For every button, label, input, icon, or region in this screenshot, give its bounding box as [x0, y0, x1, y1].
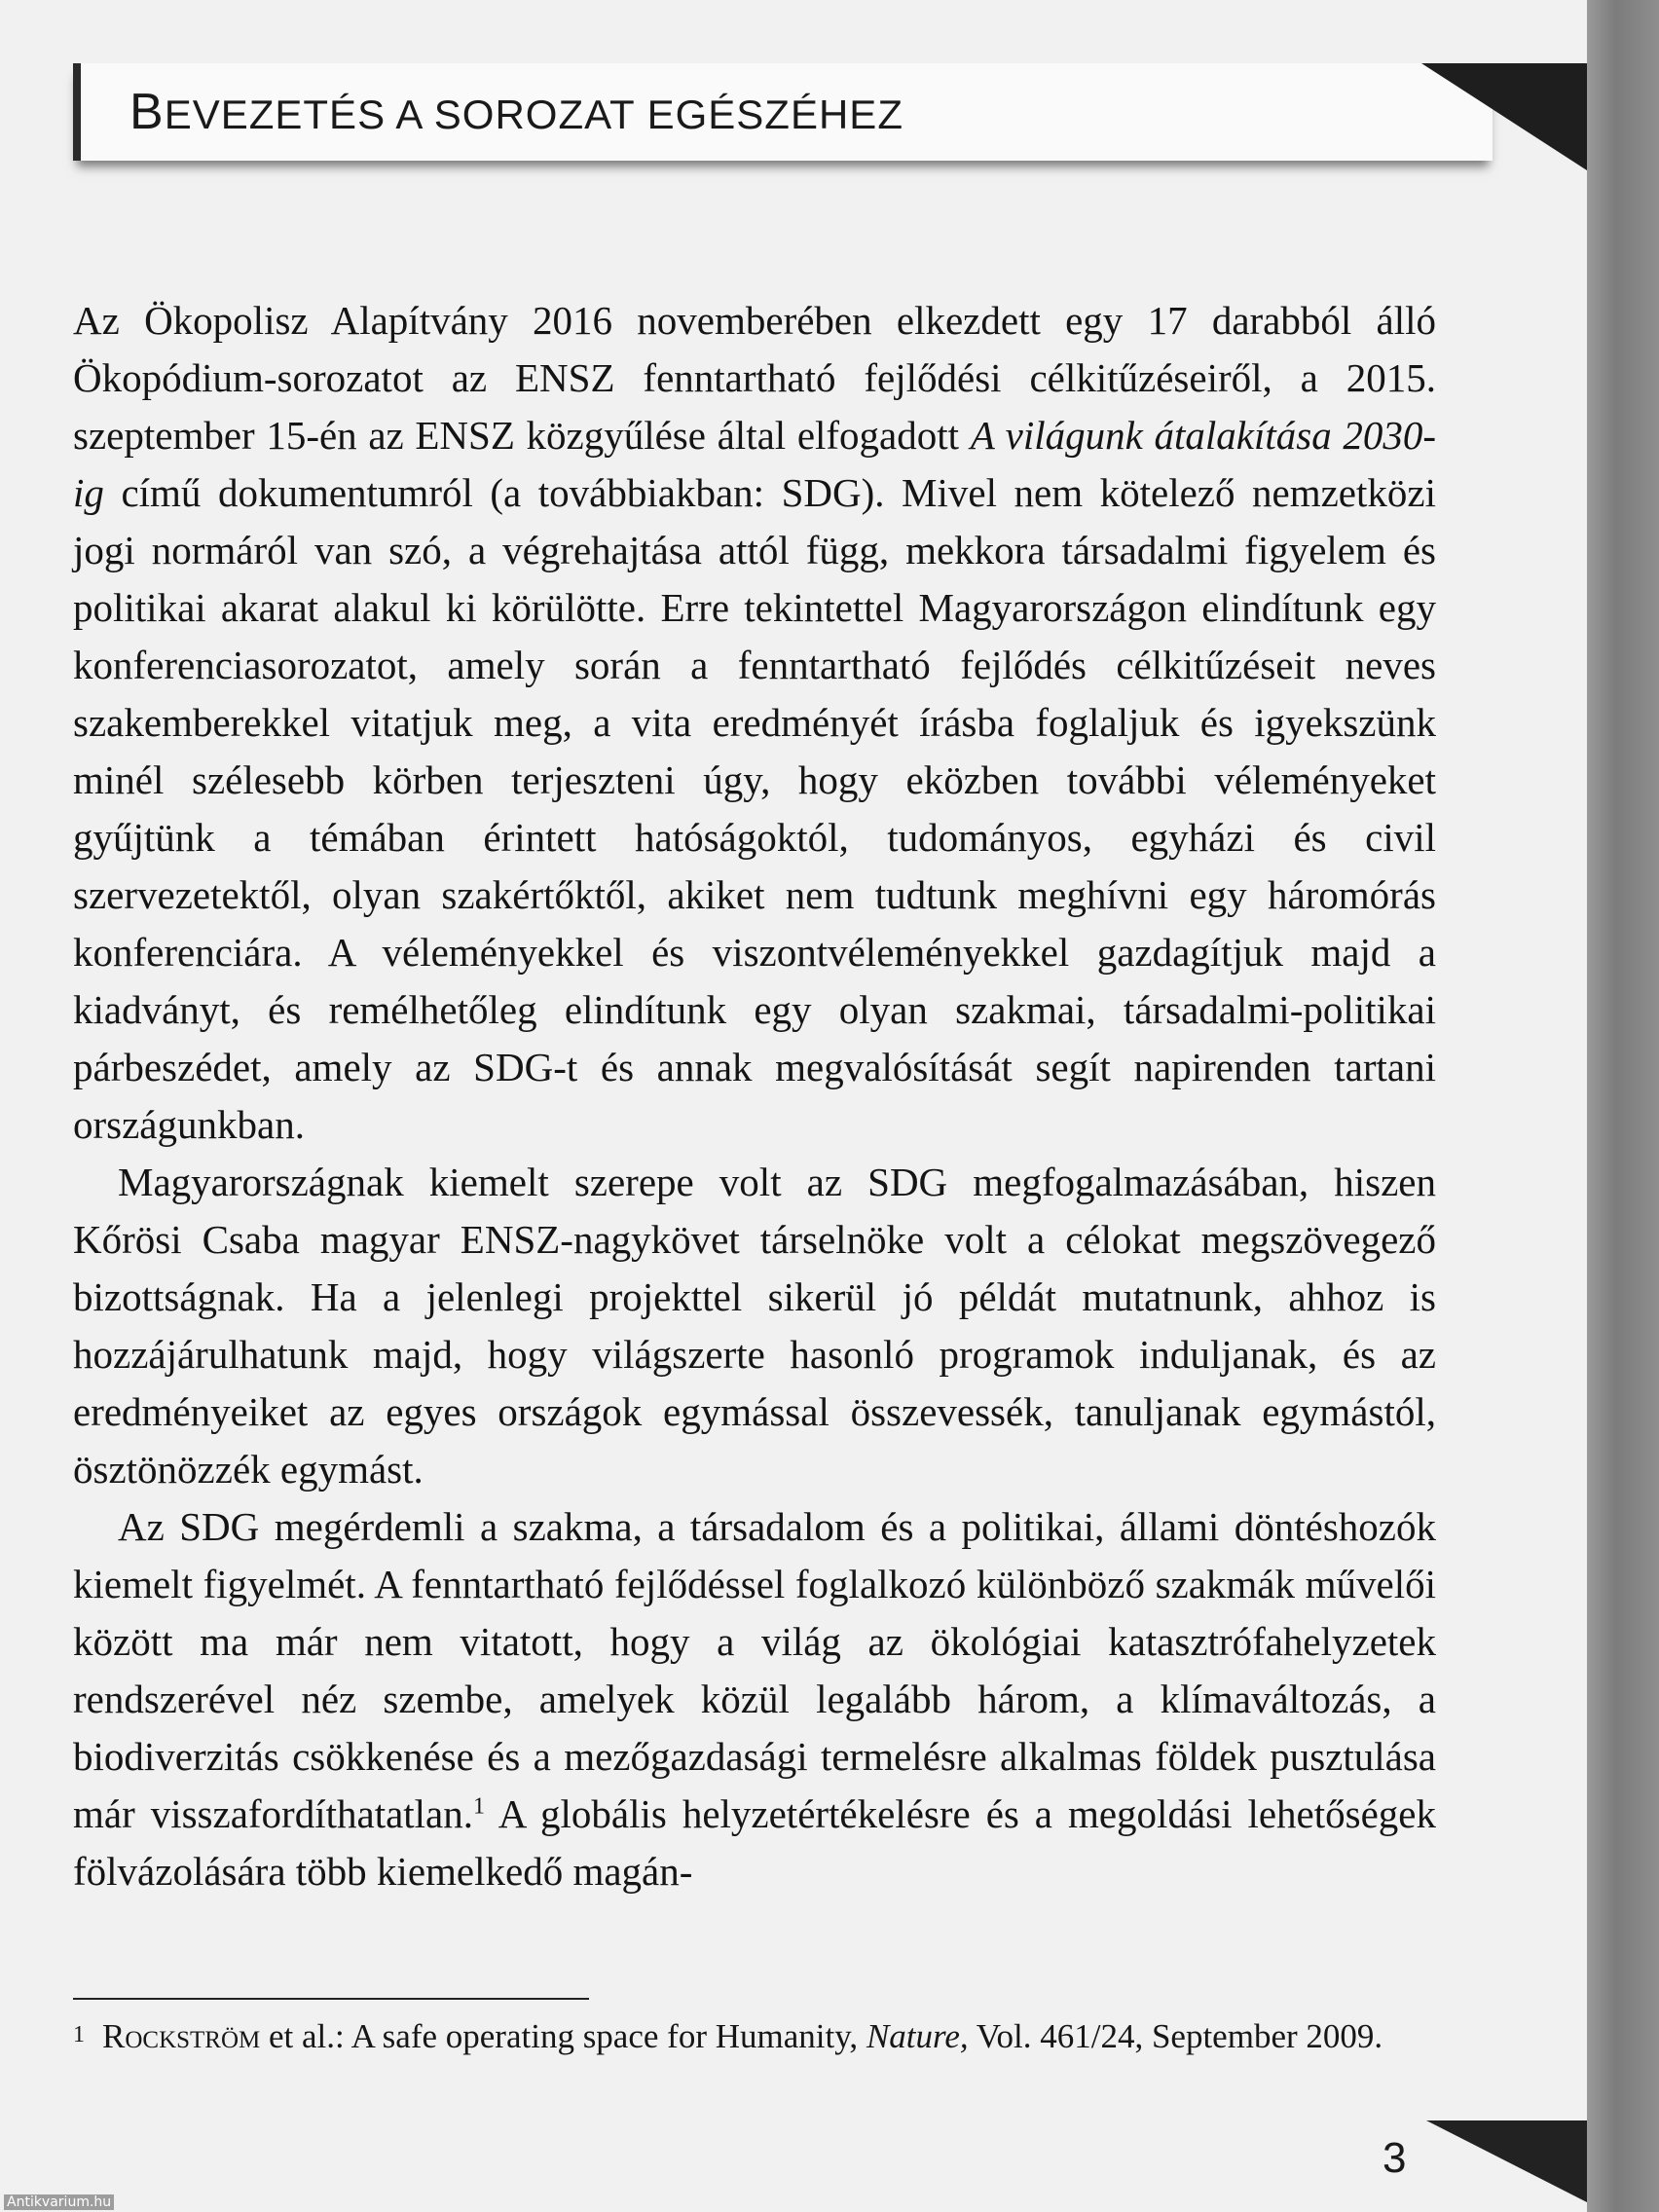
watermark: Antikvarium.hu — [4, 2194, 114, 2210]
footnote — [73, 2015, 1436, 2058]
corner-triangle-bottom — [1426, 2120, 1587, 2202]
paragraph-1-part-a: Az Ökopolisz Alapítvány 2016 novemberében elkezdett egy 17 darabból álló Ökopódium-sorozatot az ENSZ fenntartható fejlődési célkitűzéseiről, a 2015. szeptember 15-én az ENSZ közgyűlése által elfogadott — [73, 298, 1436, 458]
paragraph-1 — [73, 292, 1436, 1154]
footnote-details: Vol. 461/24, September 2009. — [976, 2017, 1383, 2055]
footnote-text: et al.: A safe operating space for Humanity, — [269, 2017, 859, 2055]
footnote-divider — [73, 1998, 589, 2000]
paragraph-1-part-b: című dokumentumról (a továbbiakban: SDG). Mivel nem kötelező nemzetközi jogi normáról van szó, a végrehajtása attól függ, mekkora társadalmi figyelem és politikai akarat alakul ki körülötte. Erre tekintettel Magyarországon elindítunk egy konferenciasorozatot, amely során a fenntartható fejlődés célkitűzéseit neves szakemberekkel vitatjuk meg, a vita eredményét írásba foglaljuk és igyekszünk minél szélesebb körben terjeszteni úgy, hogy eközben további véleményeket gyűjtünk a témában érintett hatóságoktól, tudományos, egyházi és civil szervezetektől, olyan szakértőktől, akiket nem tudtunk meghívni egy háromórás konferenciára. A véleményekkel és viszontvéleményekkel gazdagítjuk majd a kiadványt, és remélhetőleg elindítunk egy olyan szakmai, társadalmi-politikai párbeszédet, amely az SDG-t és annak megvalósítását segít napirenden tartani országunkban. — [73, 470, 1436, 1147]
paragraph-2: Magyarországnak kiemelt szerepe volt az SDG megfogalmazásában, hiszen Kőrösi Csaba magyar ENSZ-nagykövet társelnöke volt a célokat megszövegező bizottságnak. Ha a jelenlegi projekttel sikerül jó példát mutatnunk, ahhoz is hozzájárulhatunk majd, hogy világszerte hasonló programok induljanak, és az eredményeiket az egyes országok egymással összevessék, tanuljanak egymástól, ösztönözzék egymást. — [73, 1160, 1436, 1492]
document-title: A világunk átalakítása 2030-ig — [73, 413, 1436, 515]
footnote-number: 1 — [73, 2022, 85, 2047]
page-number: 3 — [1382, 2134, 1407, 2182]
adjacent-pages-edge — [1587, 0, 1659, 2212]
paragraph-3 — [73, 1498, 1436, 1900]
footnote-author: Rockström — [102, 2017, 261, 2055]
chapter-header — [73, 63, 1493, 161]
footnote-reference[interactable]: 1 — [473, 1793, 486, 1820]
footnote-journal: Nature, — [866, 2017, 969, 2055]
main-text — [73, 292, 1436, 1900]
paragraph-3-part-b: A globális helyzetértékelésre és a megoldási lehetőségek fölvázolására több kiemelkedő magán- — [73, 1791, 1436, 1894]
paragraph-3-part-a: Az SDG megérdemli a szakma, a társadalom és a politikai, állami döntéshozók kiemelt figyelmét. A fenntartható fejlődéssel foglalkozó különböző szakmák művelői között ma már nem vitatott, hogy a világ az ökológiai katasztrófahelyzetek rendszerével néz szembe, amelyek közül legalább három, a klímaváltozás, a biodiverzitás csökkenése és a mezőgazdasági termelésre alkalmas földek pusztulása már visszafordíthatatlan. — [73, 1504, 1436, 1836]
show-through-text — [58, 146, 1558, 263]
corner-triangle-top — [1421, 63, 1587, 170]
chapter-title: BEVEZETÉS A SOROZAT EGÉSZÉHEZ — [129, 84, 903, 140]
